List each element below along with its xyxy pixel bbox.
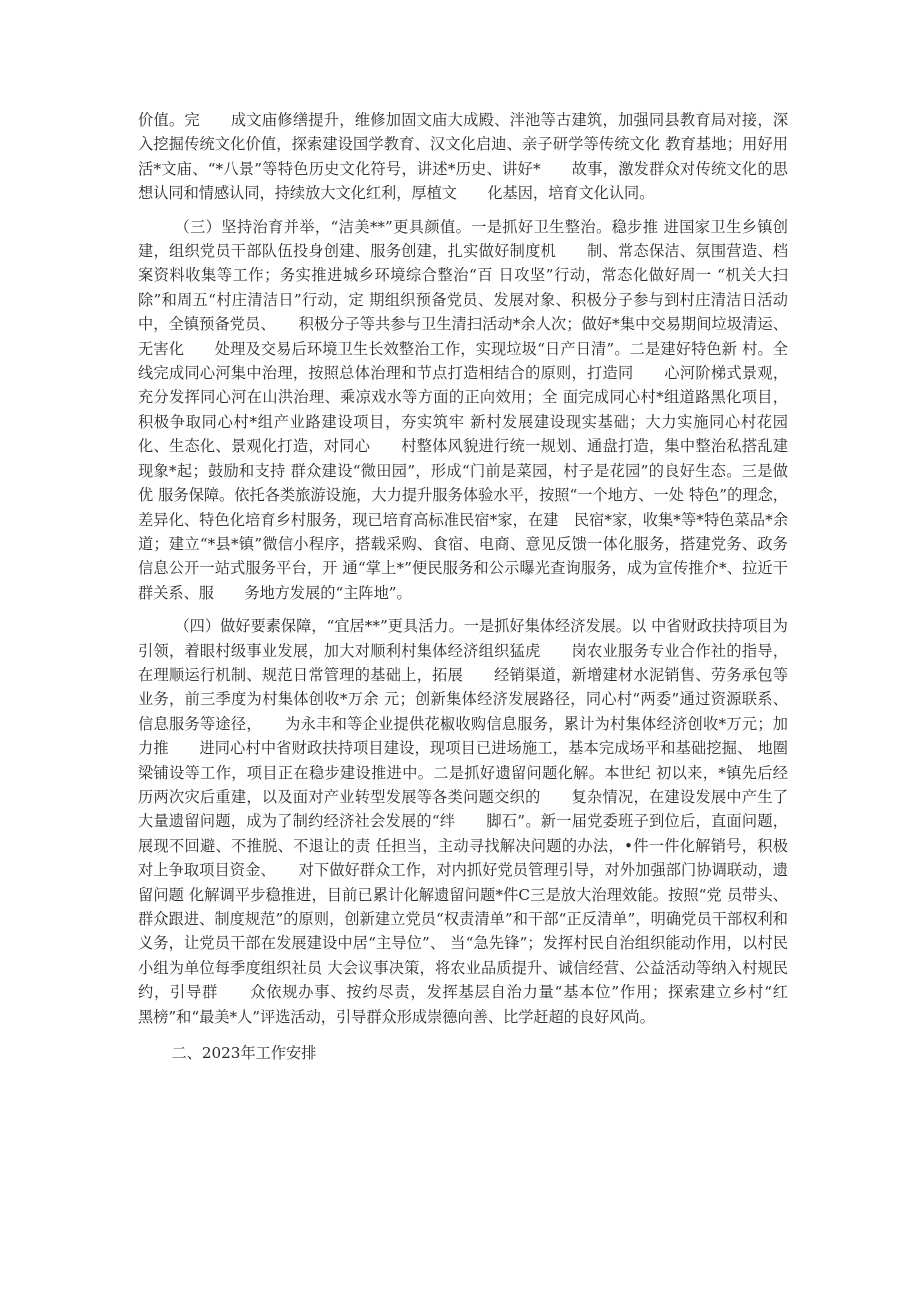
section-heading-2023-plan: 二、2023年工作安排 [171, 1044, 317, 1063]
paragraph-environment-section-3: （三）坚持治育并举，“洁美**”更具颜值。一是抓好卫生整治。稳步推 进国家卫生乡镇创建，组织党员干部队伍投身创建、服务创建，扎实做好制度机 制、常态保洁、氛围营造、档案资料收集等工作；务实推进城乡环境综合整治“百 日攻坚”行动，常态化做好周一 “机关大扫除”和周五“村庄清洁日”行动，定 期组织预备党员、发展对象、积极分子参与到村庄清洁日活动中，全镇预备党员、 积极分子等共参与卫生清扫活动*余人次；做好*集中交易期间垃圾清运、无害化 处理及交易后环境卫生长效整治工作，实现垃圾“日产日清”。二是建好特色新 村。全线完成同心河集中治理，按照总体治理和节点打造相结合的原则，打造同 心河阶梯式景观，充分发挥同心河在山洪治理、乘凉戏水等方面的正向效用；全 面完成同心村*组道路黑化项目，积极争取同心村*组产业路建设项目，夯实筑牢 新村发展建设现实基础；大力实施同心村花园化、生态化、景观化打造，对同心 村整体风貌进行统一规划、通盘打造，集中整治私搭乱建现象*起；鼓励和支持 群众建设“微田园”，形成“门前是菜园，村子是花园”的良好生态。三是做优 服务保障。依托各类旅游设施，大力提升服务体验水平，按照“一个地方、一处 特色”的理念，差异化、特色化培育乡村服务，现已培育高标准民宿*家，在建 民宿*家，收集*等*特色菜品*余道；建立“*县*镇”微信小程序，搭载采购、食宿、电商、意见反馈一体化服务，搭建党务、政务信息公开一站式服务平台，开 通“掌上*”便民服务和公示曝光查询服务，成为宣传推介*、拉近干群关系、服 务地方发展的“主阵地”。 [138, 217, 788, 602]
paragraph-factor-guarantee-section-4: （四）做好要素保障，“宜居**”更具活力。一是抓好集体经济发展。以 中省财政扶持项目为引领，着眼村级事业发展，加大对顺利村集体经济组织猛虎 岗农业服务专业合作社的指导，在理顺运行机制、规范日常管理的基础上，拓展 经销渠道，新增建材水泥销售、劳务承包等业务，前三季度为村集体创收*万余 元；创新集体经济发展路径，同心村“两委”通过资源联系、信息服务等途径， 为永丰和等企业提供花椒收购信息服务，累计为村集体经济创收*万元；加力推 进同心村中省财政扶持项目建设，现项目已进场施工，基本完成场平和基础挖掘、 地圈梁铺设等工作，项目正在稳步建设推进中。二是抓好遗留问题化解。本世纪 初以来，*镇先后经历两次灾后重建，以及面对产业转型发展等各类问题交织的 复杂情况，在建设发展中产生了大量遗留问题，成为了制约经济社会发展的“绊 脚石”。新一届党委班子到位后，直面问题，展现不回避、不推脱、不退让的责 任担当，主动寻找解决问题的办法，•件一件化解销号，积极对上争取项目资金、 对下做好群众工作，对内抓好党员管理引导，对外加强部门协调联动，遗留问题 化解调平步稳推进，目前已累计化解遗留问题*件C三是放大治理效能。按照“党 员带头、群众跟进、制度规范”的原则，创新建立党员“权责清单”和干部“正反清单”，明确党员干部权利和义务，让党员干部在发展建设中居“主导位”、 当“急先锋”；发挥村民自治组织能动作用，以村民小组为单位每季度组织社员 大会议事决策，将农业品质提升、诚信经营、公益活动等纳入村规民约，引导群 众依规办事、按约尽责，发挥基层自治力量“基本位”作用；探索建立乡村“红 黑榜”和“最美*人”评选活动，引导群众形成崇德向善、比学赶超的良好风尚。 [138, 617, 819, 1026]
document-body [138, 108, 819, 1065]
paragraph-culture-continued: 价值。完 成文庙修缮提升，维修加固文庙大成殿、泮池等古建筑，加强同县教育局对接，深入挖掘传统文化价值，探索建设国学教育、汉文化启迪、亲子研学等传统文化 教育基地；用好用活*文庙、“*八景”等特色历史文化符号，讲述*历史、讲好* 故事，激发群众对传统文化的思想认同和情感认同，持续放大文化红利，厚植文 化基因，培育文化认同。 [138, 111, 788, 203]
